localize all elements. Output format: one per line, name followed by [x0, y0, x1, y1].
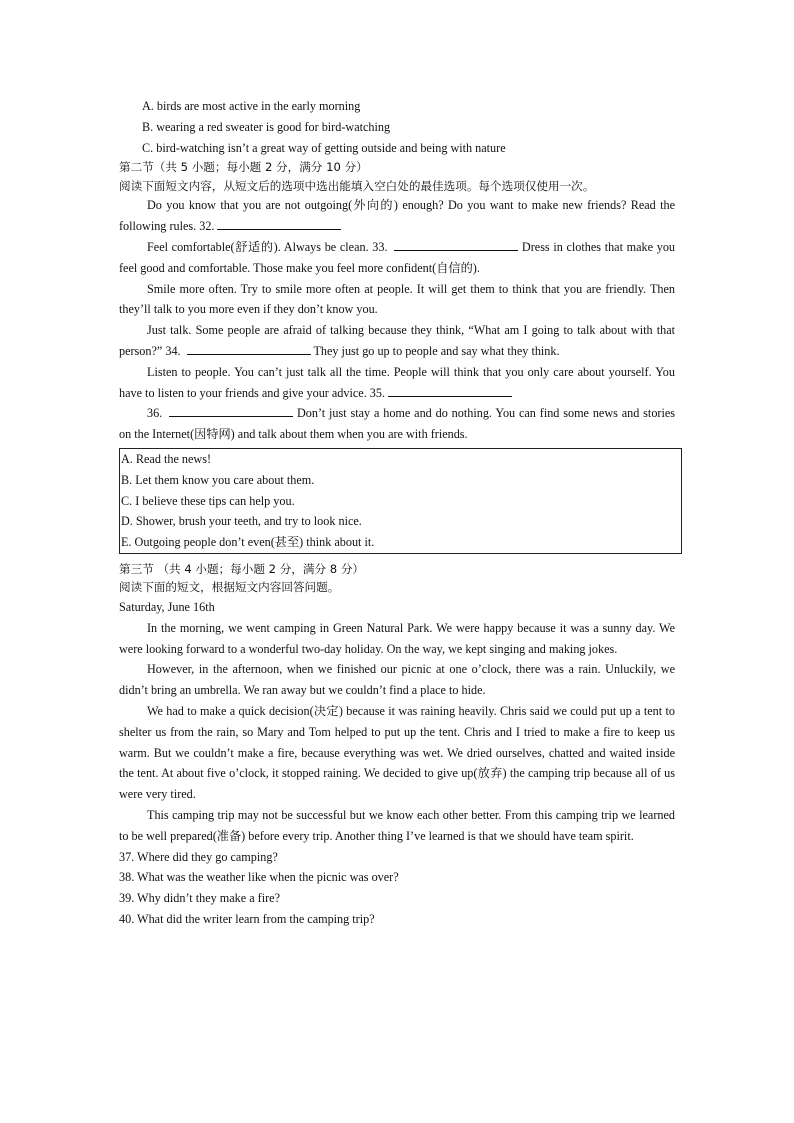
choice-b: B. Let them know you care about them. — [121, 472, 315, 487]
blank-36[interactable] — [169, 404, 293, 417]
diary-paragraph-4: This camping trip may not be successful but we know each other better. From this camping trip we learned to be well prepared(准备) before every trip. Another thing I’ve learned is that we should have team spirit. — [119, 807, 675, 843]
blank-33[interactable] — [394, 238, 518, 251]
paragraph-text: Feel comfortable(舒适的). Always be clean. 33. — [147, 239, 388, 254]
choice-c: C. I believe these tips can help you. — [121, 493, 295, 508]
paragraph-news — [119, 403, 675, 445]
choice-e: E. Outgoing people don’t even(甚至) think about it. — [121, 535, 375, 550]
choice-d: D. Shower, brush your teeth, and try to look nice. — [121, 514, 362, 529]
section-3-instruction: 阅读下面的短文，根据短文内容回答问题。 — [119, 580, 340, 595]
section-2-title: 第二节（共 5 小题；每小题 2 分，满分 10 分） — [119, 160, 368, 175]
diary-paragraph-3: We had to make a quick decision(决定) because it was raining heavily. Chris said we could put up a tent to shelter us from the rain, so Mary and Tom helped to put up the tent. Chris and I tried to make a fire to keep us warm. But we couldn’t make a fire, because everything was wet. We dried ourselves, chatted and waited inside the tent. At about five o’clock, it stopped raining. We decided to give up(放弃) the camping trip because all of us were very tired. — [119, 703, 675, 802]
question-38: 38. What was the weather like when the picnic was over? — [119, 870, 399, 885]
section-2 — [119, 158, 675, 554]
paragraph-text: Just talk. Some people are afraid of talking because they think, “What am I going to talk about with that person?” 34. — [119, 323, 675, 358]
blank-35[interactable] — [388, 384, 512, 397]
paragraph-text: 36. — [147, 406, 163, 421]
paragraph-listen — [119, 362, 675, 404]
paragraph-text: Listen to people. You can’t just talk all the time. People will think that you only care about yourself. You have to listen to your friends and give your advice. 35. — [119, 364, 675, 400]
paragraph-comfortable — [119, 237, 675, 279]
diary-date: Saturday, June 16th — [119, 599, 215, 614]
blank-34[interactable] — [187, 342, 311, 355]
paragraph-talk — [119, 320, 675, 362]
paragraph-text: They just go up to people and say what they think. — [313, 343, 560, 358]
diary-paragraph-2: However, in the afternoon, when we finished our picnic at one o’clock, there was a rain. Unluckily, we didn’t bring an umbrella. We ran away but we couldn’t find a place to hide. — [119, 662, 675, 698]
choice-a: A. Read the news! — [121, 451, 212, 466]
question-37: 37. Where did they go camping? — [119, 849, 278, 864]
paragraph-text: Dress in clothes that make you feel good and comfortable. Those make you feel more confident(自信的). — [119, 239, 676, 275]
option-c: C. bird-watching isn’t a great way of getting outside and being with nature — [142, 140, 506, 155]
section-3 — [119, 560, 675, 930]
paragraph-text: Don’t just stay a home and do nothing. You can find some news and stories on the Internet(因特网) and talk about them when you are with friends. — [119, 406, 676, 442]
question-39: 39. Why didn’t they make a fire? — [119, 891, 280, 906]
diary-paragraph-1: In the morning, we went camping in Green Natural Park. We were happy because it was a sunny day. We were looking forward to a wonderful two-day holiday. On the way, we kept singing and making jokes. — [119, 620, 675, 656]
option-b: B. wearing a red sweater is good for bird-watching — [142, 119, 391, 134]
section-3-title: 第三节 （共 4 小题；每小题 2 分，满分 8 分） — [119, 561, 365, 576]
paragraph-smile: Smile more often. Try to smile more often at people. It will get them to think that you are friendly. Then they’ll talk to you more even if they don’t know you. — [119, 281, 675, 317]
option-a: A. birds are most active in the early morning — [142, 99, 361, 113]
exam-page — [119, 96, 675, 930]
blank-32[interactable] — [217, 217, 341, 230]
question-40: 40. What did the writer learn from the camping trip? — [119, 911, 375, 926]
previous-options — [119, 96, 675, 158]
options-box — [119, 448, 682, 554]
paragraph-rules — [119, 195, 675, 237]
paragraph-text: Do you know that you are not outgoing(外向的) enough? Do you want to make new friends? Read the following rules. 32. — [119, 198, 675, 234]
section-2-instruction: 阅读下面短文内容，从短文后的选项中选出能填入空白处的最佳选项。每个选项仅使用一次。 — [119, 178, 595, 193]
